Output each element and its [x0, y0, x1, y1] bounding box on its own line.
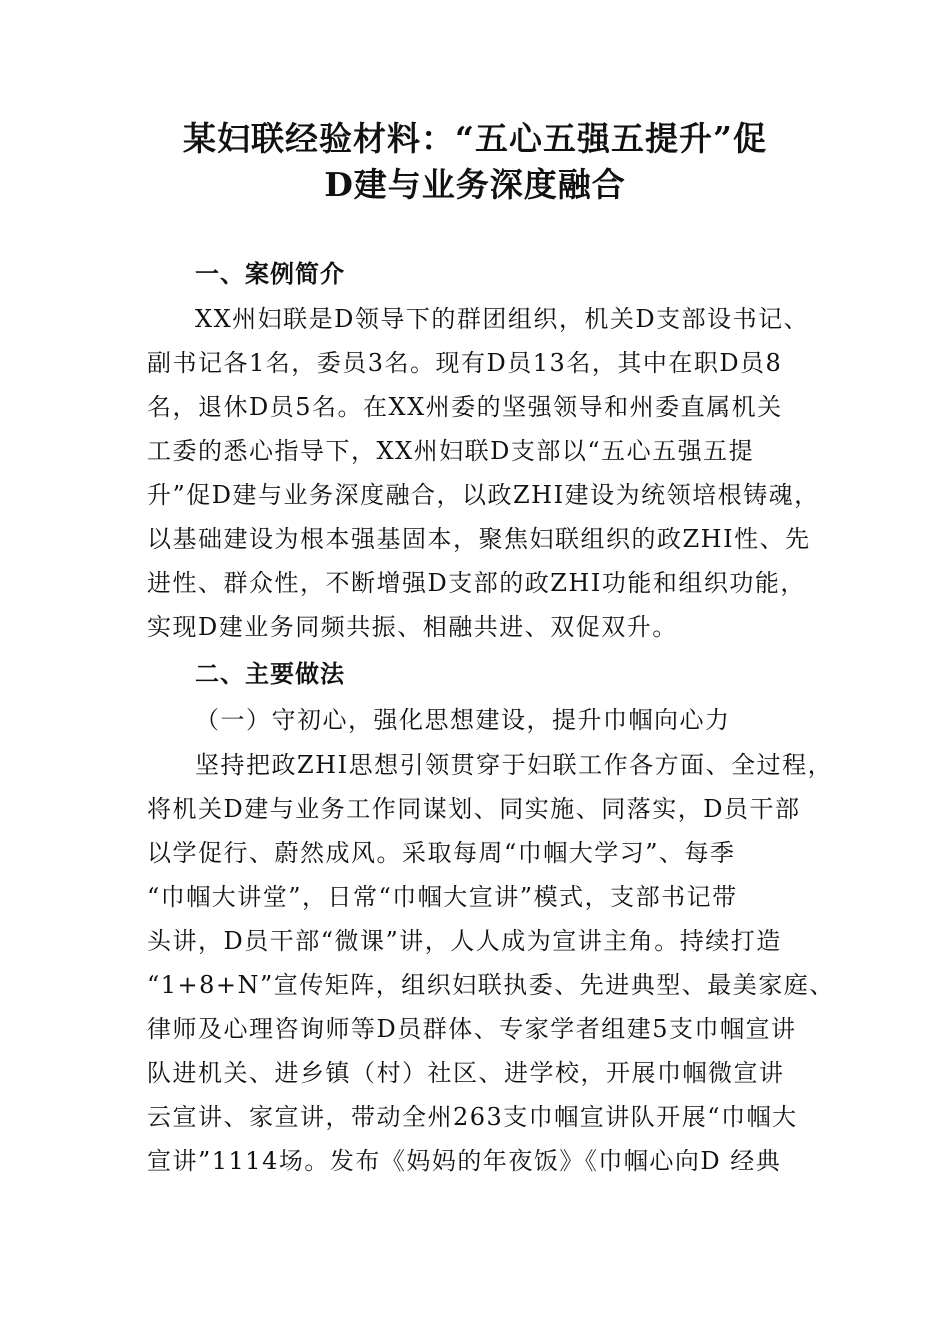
paragraph-line: “巾帼大讲堂”，日常“巾帼大宣讲”模式，支部书记带	[147, 883, 738, 911]
paragraph-line: 坚持把政ZHI思想引领贯穿于妇联工作各方面、全过程，	[195, 751, 834, 779]
paragraph-line: 云宣讲、家宣讲，带动全州263支巾帼宣讲队开展“巾帼大	[147, 1103, 798, 1131]
paragraph-line: 以学促行、蔚然成风。采取每周“巾帼大学习”、每季	[147, 839, 736, 867]
paragraph-line: 宣讲”1114场。发布《妈妈的年夜饭》《巾帼心向D 经典	[147, 1147, 782, 1175]
subsection-heading: （一）守初心，强化思想建设，提升巾帼向心力	[195, 706, 731, 734]
paragraph-line: 工委的悉心指导下，XX州妇联D支部以“五心五强五提	[147, 437, 755, 465]
paragraph-line: 名，退休D员5名。在XX州委的坚强领导和州委直属机关	[147, 393, 783, 421]
paragraph-line: 升”促D建与业务深度融合，以政ZHI建设为统领培根铸魂，	[147, 481, 820, 509]
section-heading-case-intro: 一、案例简介	[195, 260, 345, 288]
paragraph-line: 律师及心理咨询师等D员群体、专家学者组建5支巾帼宣讲	[147, 1015, 797, 1043]
paragraph-line: 将机关D建与业务工作同谋划、同实施、同落实，D员干部	[147, 795, 801, 823]
paragraph-line: 以基础建设为根本强基固本，聚焦妇联组织的政ZHI性、先	[147, 525, 811, 553]
document-title-line-2: D建与业务深度融合	[324, 165, 626, 204]
document-title-line-1: 某妇联经验材料：“五心五强五提升”促	[183, 119, 767, 158]
paragraph-line: 副书记各1名，委员3名。现有D员13名，其中在职D员8	[147, 349, 783, 377]
paragraph-line: “1+8+N”宣传矩阵，组织妇联执委、先进典型、最美家庭、	[147, 971, 835, 999]
paragraph-line: XX州妇联是D领导下的群团组织，机关D支部设书记、	[195, 305, 810, 333]
paragraph-line: 实现D建业务同频共振、相融共进、双促双升。	[147, 613, 678, 641]
paragraph-line: 进性、群众性，不断增强D支部的政ZHI功能和组织功能，	[147, 569, 806, 597]
paragraph-line: 头讲，D员干部“微课”讲，人人成为宣讲主角。持续打造	[147, 927, 782, 955]
paragraph-line: 队进机关、进乡镇（村）社区、进学校，开展巾帼微宣讲	[147, 1059, 785, 1087]
section-heading-main-practices: 二、主要做法	[195, 660, 345, 688]
